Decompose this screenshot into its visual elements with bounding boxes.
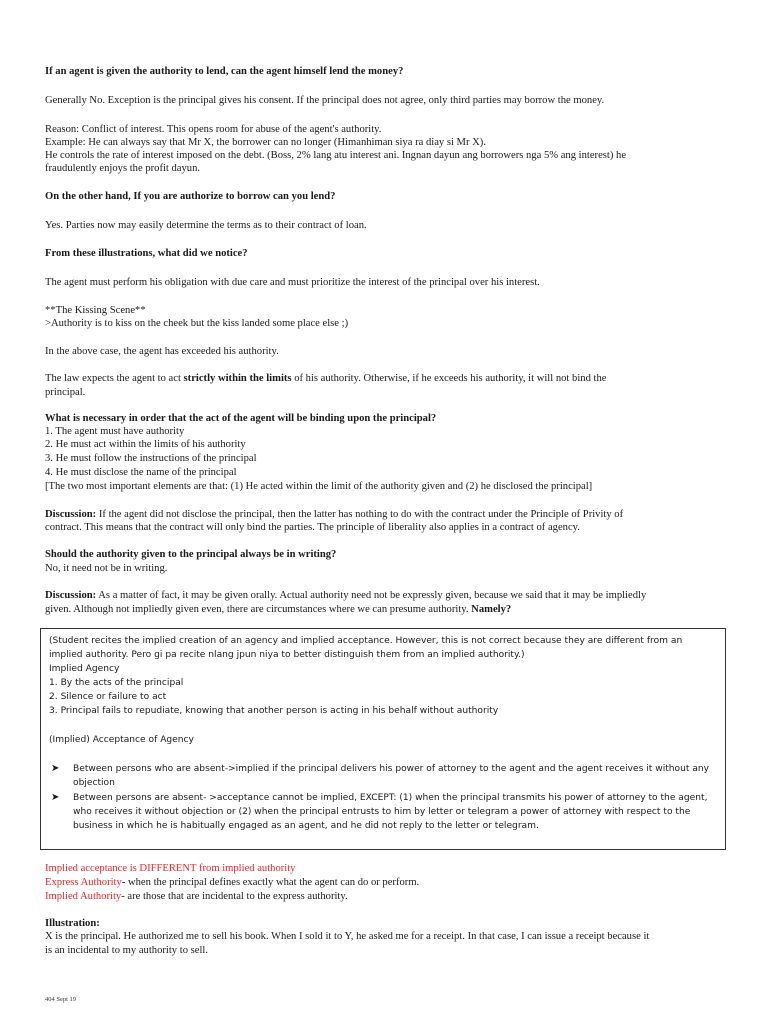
question-lend: If an agent is given the authority to lend, can the agent himself lend the money? bbox=[45, 66, 404, 77]
implied-acceptance-note: Implied acceptance is DIFFERENT from implied authority bbox=[45, 863, 296, 874]
discussion-orally-line2 bbox=[45, 603, 725, 617]
list-item: 1. The agent must have authority bbox=[45, 426, 185, 437]
discussion-privity-line2: contract. This means that the contract will only bind the parties. The principle of liberality also applies in a contract of agency. bbox=[45, 522, 580, 533]
answer-notice: The agent must perform his obligation with due care and must prioritize the interest of the principal over his interest. bbox=[45, 277, 540, 288]
page-footer: 404 Sept 19 bbox=[45, 996, 77, 1003]
acceptance-title: (Implied) Acceptance of Agency bbox=[49, 735, 194, 745]
discussion-text: If the agent did not disclose the principal, then the latter has nothing to do with the contract under the Principle of Privity of bbox=[96, 509, 624, 520]
kissing-scene-title: **The Kissing Scene** bbox=[45, 305, 146, 316]
implied-agency-item: 1. By the acts of the principal bbox=[49, 678, 184, 688]
illustration-text: is an incidental to my authority to sell. bbox=[45, 945, 208, 956]
answer-borrow: Yes. Parties now may easily determine the terms as to their contract of loan. bbox=[45, 220, 367, 231]
answer-lend: Generally No. Exception is the principal gives his consent. If the principal does not agree, only third parties may borrow the money. bbox=[45, 95, 605, 106]
arrow-bullet-icon: ➤ bbox=[51, 763, 60, 774]
bullet-text: Between persons are absent- >acceptance cannot be implied, EXCEPT: (1) when the principal transmits his power of attorney to the agent, bbox=[73, 793, 708, 803]
law-line2: principal. bbox=[45, 387, 86, 398]
discussion-label: Discussion: bbox=[45, 509, 97, 520]
implied-authority-label: Implied Authority bbox=[45, 891, 122, 902]
list-note: [The two most important elements are that: (1) He acted within the limit of the authority given and (2) he disclosed the principal] bbox=[45, 481, 593, 492]
law-bold: strictly within the limits bbox=[183, 373, 292, 384]
question-borrow: On the other hand, If you are authorize to borrow can you lend? bbox=[45, 191, 336, 202]
arrow-bullet-icon: ➤ bbox=[51, 792, 60, 803]
box-intro-line: implied authority. Pero gi pa recite nlang jpun niya to better distinguish them from an implied authority.) bbox=[49, 650, 525, 660]
discussion-orally bbox=[45, 589, 725, 603]
law-pre: The law expects the agent to act bbox=[45, 373, 184, 384]
implied-authority-text: - are those that are incidental to the express authority. bbox=[121, 891, 348, 902]
bullet-text: who receives it without objection or (2) when the principal entrusts to him by letter or telegram a power of attorney with respect to the bbox=[73, 807, 691, 817]
question-binding: What is necessary in order that the act of the agent will be binding upon the principal? bbox=[45, 413, 437, 424]
namely-label: Namely? bbox=[471, 604, 512, 615]
list-item: 3. He must follow the instructions of the principal bbox=[45, 453, 257, 464]
implied-agency-item: 2. Silence or failure to act bbox=[49, 692, 167, 702]
bullet-text: business in which he is habitually engaged as an agent, and he did not reply to the letter or telegram. bbox=[73, 821, 539, 831]
illustration-text: X is the principal. He authorized me to sell his book. When I sold it to Y, he asked me for a receipt. In that case, I can issue a receipt because it bbox=[45, 931, 650, 942]
question-writing: Should the authority given to the principal always be in writing? bbox=[45, 549, 337, 560]
discussion-privity bbox=[45, 508, 725, 522]
question-notice: From these illustrations, what did we notice? bbox=[45, 248, 248, 259]
fraud-line: fraudulently enjoys the profit dayun. bbox=[45, 163, 201, 174]
implied-agency-box bbox=[40, 628, 726, 850]
discussion-label: Discussion: bbox=[45, 590, 97, 601]
answer-writing: No, it need not be in writing. bbox=[45, 563, 168, 574]
illustration-title: Illustration: bbox=[45, 918, 100, 929]
implied-agency-title: Implied Agency bbox=[49, 664, 120, 674]
exceeded-authority: In the above case, the agent has exceeded his authority. bbox=[45, 346, 279, 357]
reason-line: Reason: Conflict of interest. This opens room for abuse of the agent's authority. bbox=[45, 124, 382, 135]
implied-authority-def bbox=[45, 890, 725, 904]
example-line: Example: He can always say that Mr X, the borrower can no longer (Himanhiman siya ra diay si Mr X). bbox=[45, 137, 486, 148]
box-intro-line: (Student recites the implied creation of an agency and implied acceptance. However, this is not correct because they are different from an bbox=[49, 636, 683, 646]
discussion-text: given. Although not impliedly given even, there are circumstances where we can presume authority. bbox=[45, 604, 472, 615]
law-post: of his authority. Otherwise, if he exceeds his authority, it will not bind the bbox=[291, 373, 607, 384]
bullet-text: objection bbox=[73, 778, 115, 788]
discussion-text: As a matter of fact, it may be given orally. Actual authority need not be expressly given, because we said that it may be impliedly bbox=[96, 590, 647, 601]
list-item: 2. He must act within the limits of his authority bbox=[45, 439, 246, 450]
kissing-scene-text: >Authority is to kiss on the cheek but the kiss landed some place else ;) bbox=[45, 318, 349, 329]
interest-line: He controls the rate of interest imposed on the debt. (Boss, 2% lang atu interest ani. Ingnan dayun ang borrowers nga 5% ang interest) he bbox=[45, 150, 627, 161]
express-authority-label: Express Authority bbox=[45, 877, 122, 888]
bullet-text: Between persons who are absent->implied if the principal delivers his power of attorney to the agent and the agent receives it without any bbox=[73, 764, 710, 774]
implied-agency-item: 3. Principal fails to repudiate, knowing that another person is acting in his behalf without authority bbox=[49, 706, 499, 716]
express-authority-text: - when the principal defines exactly what the agent can do or perform. bbox=[121, 877, 420, 888]
list-item: 4. He must disclose the name of the principal bbox=[45, 467, 237, 478]
express-authority-def bbox=[45, 876, 725, 890]
law-expects-line bbox=[45, 372, 725, 386]
